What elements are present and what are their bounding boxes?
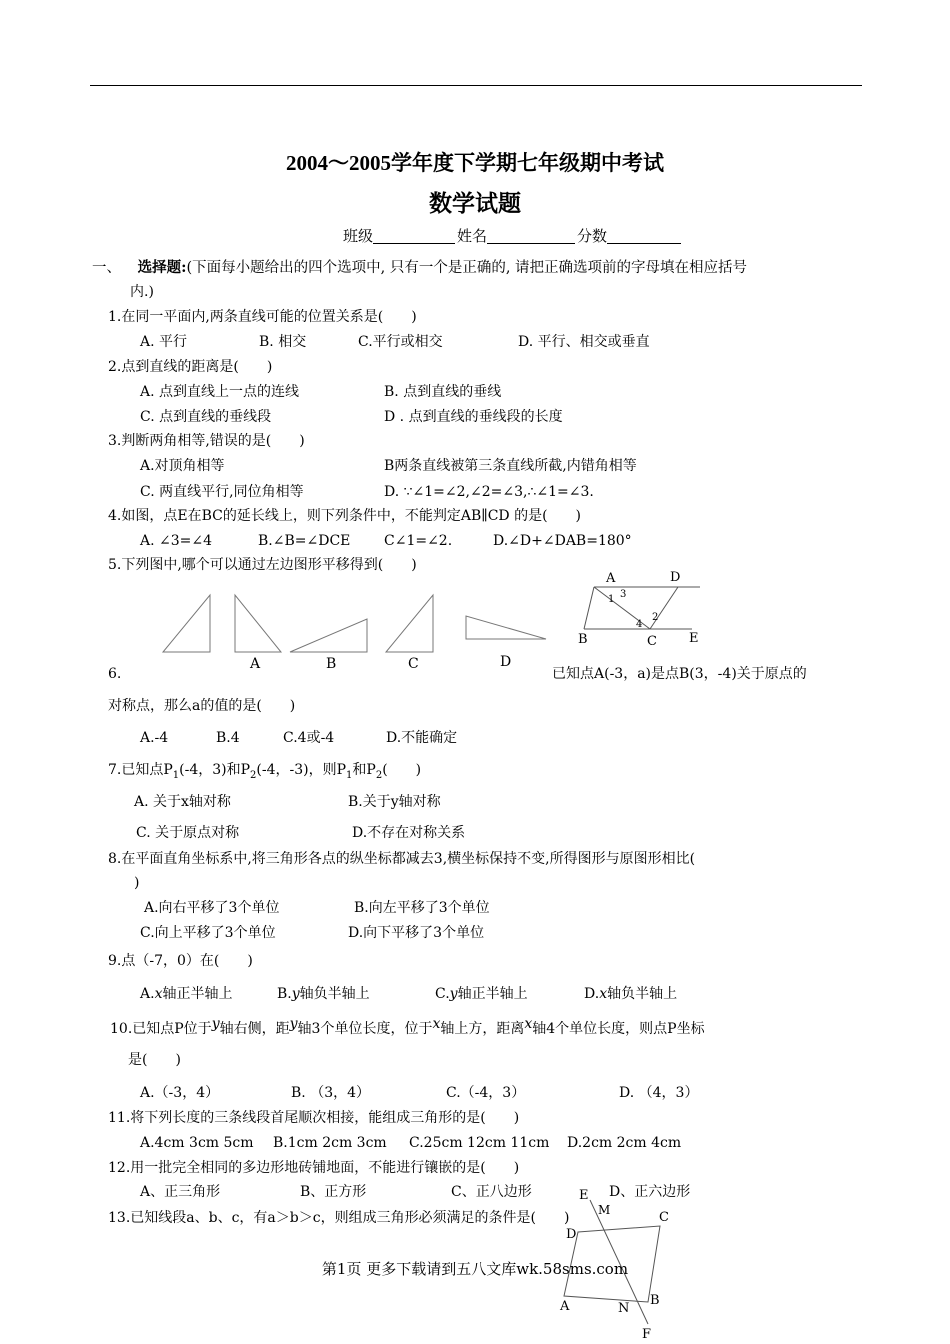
q11-option-c: C.25cm 12cm 11cm [409,1135,550,1151]
q11-stem: 11.将下列长度的三条线段首尾顺次相接，能组成三角形的是( ) [108,1110,520,1126]
q5-triangle-a [235,595,281,652]
q7-option-b: B.关于y轴对称 [348,794,441,810]
name-blank[interactable] [487,229,575,244]
q13-stem: 13.已知线段a、b、c，有a＞b＞c，则组成三角形必须满足的条件是( ) [108,1210,570,1226]
q4-stem: 4.如图，点E在BC的延长线上，则下列条件中，不能判定AB∥CD 的是( ) [108,508,582,524]
q9-option-a: A.x轴正半轴上 [140,986,233,1002]
q12-option-d: D、正六边形 [609,1184,691,1200]
q5-figures [160,592,560,672]
score-blank[interactable] [607,229,681,244]
q6-option-a: A.-4 [140,730,169,746]
q5-original-triangle [163,595,210,652]
q11-option-a: A.4cm 3cm 5cm [140,1135,254,1151]
fig4-label-e: E [689,631,699,646]
q4-option-a: A. ∠3=∠4 [140,533,213,549]
q6-option-c: C.4或-4 [283,730,335,746]
q10-option-a: A.（-3，4） [140,1085,220,1101]
q6-option-b: B.4 [216,730,240,746]
q10-stem-cont: 是( ) [128,1052,181,1068]
fig4-label-b: B [578,632,588,647]
q5-triangle-b [290,619,367,652]
fig13-label-d: D [566,1227,577,1242]
q5-stem: 5.下列图中,哪个可以通过左边图形平移得到( ) [108,557,417,573]
q5-label-d: D [500,654,512,670]
class-label: 班级 [343,227,374,245]
section-heading [92,260,747,276]
fig13-label-e: E [579,1188,589,1203]
exam-title: 2004～2005学年度下学期七年级期中考试 [286,151,664,175]
q9-option-b: B.y轴负半轴上 [277,986,370,1002]
q6-stem: 已知点A(-3，a)是点B(3，-4)关于原点的 [552,666,807,682]
student-info-line [343,228,683,244]
q12-option-c: C、正八边形 [451,1184,532,1200]
q2-option-c: C. 点到直线的垂线段 [140,409,272,425]
fig13-label-n: N [618,1301,630,1316]
section-instruction-cont: 内.) [130,284,154,300]
page-footer: 第1页 更多下载请到五八文库wk.58sms.com [321,1260,629,1278]
q8-option-b: B.向左平移了3个单位 [354,900,490,916]
section-number: 一、 [92,260,121,276]
fig4-label-c: C [647,634,657,649]
q8-stem-cont: ) [134,875,140,891]
q10-stem: 10.已知点P位于y轴右侧，距y轴3个单位长度，位于x轴上方，距离x轴4个单位长度，则点P坐标 [110,1016,705,1037]
fig13-label-f: F [642,1327,652,1342]
fig4-angle-4: 4 [636,619,643,630]
q1-stem: 1.在同一平面内,两条直线可能的位置关系是( ) [108,309,417,325]
q11-option-d: D.2cm 2cm 4cm [567,1135,682,1151]
q9-option-c: C.y轴正半轴上 [435,986,528,1002]
q7-stem: 7.已知点$P_1(-4$，3)和$P_2(-4$，-3)，则$P_1$和$P_2$( ) [108,762,422,781]
q2-option-b: B. 点到直线的垂线 [384,384,502,400]
section-title: 选择题: [137,259,187,276]
q8-option-d: D.向下平移了3个单位 [348,925,485,941]
q3-option-c: C. 两直线平行,同位角相等 [140,484,304,500]
fig13-label-c: C [659,1210,669,1225]
q10-option-c: C.（-4，3） [446,1085,526,1101]
score-label: 分数 [577,227,608,245]
q7-option-c: C. 关于原点对称 [136,825,240,841]
q3-option-b: B两条直线被第三条直线所截,内错角相等 [384,458,637,474]
q6-option-d: D.不能确定 [386,730,458,746]
q5-label-b: B [326,656,337,672]
q6-stem-cont: 对称点，那么a的值的是( ) [108,698,296,714]
q5-label-a: A [250,656,261,672]
fig4-angle-2: 2 [652,612,659,623]
q10-option-d: D. （4，3） [619,1085,699,1101]
q11-option-b: B.1cm 2cm 3cm [273,1135,387,1151]
q2-option-a: A. 点到直线上一点的连线 [140,384,300,400]
q7-option-d: D.不存在对称关系 [352,825,466,841]
q4-option-b: B.∠B=∠DCE [258,533,351,549]
q3-option-d: D. ∵∠1=∠2,∠2=∠3,∴∠1=∠3. [384,484,594,500]
q2-stem: 2.点到直线的距离是( ) [108,359,273,375]
class-blank[interactable] [373,229,455,244]
fig4-label-d: D [670,570,681,585]
exam-subject: 数学试题 [429,190,521,217]
top-rule [90,85,862,86]
section-instruction: (下面每小题给出的四个选项中, 只有一个是正确的, 请把正确选项前的字母填在相应括号 [186,260,748,276]
q8-option-a: A.向右平移了3个单位 [144,900,280,916]
q7-option-a: A. 关于x轴对称 [134,794,231,810]
q12-option-a: A、正三角形 [140,1184,221,1200]
q2-option-d: D . 点到直线的垂线段的长度 [384,409,563,425]
q1-option-d: D. 平行、相交或垂直 [518,334,650,350]
fig4-angle-1: 1 [608,594,615,605]
fig13-label-a: A [560,1299,570,1314]
q1-option-a: A. 平行 [140,334,188,350]
name-label: 姓名 [457,227,488,245]
fig4-angle-3: 3 [620,589,627,600]
q9-option-d: D.x轴负半轴上 [584,986,678,1002]
fig13-label-m: M [598,1203,611,1217]
line-ab [584,587,594,629]
fig13-label-b: B [650,1293,660,1308]
q10-option-b: B. （3，4） [291,1085,371,1101]
q5-triangle-d [466,616,546,639]
q9-stem: 9.点（-7，0）在( ) [108,953,253,969]
q4-option-d: D.∠D+∠DAB=180° [493,533,632,549]
q12-option-b: B、正方形 [300,1184,367,1200]
q1-option-c: C.平行或相交 [358,334,443,350]
q5-triangle-c [386,595,433,652]
q3-option-a: A.对顶角相等 [140,458,225,474]
q5-label-c: C [408,656,419,672]
q8-option-c: C.向上平移了3个单位 [140,925,276,941]
q4-option-c: C∠1=∠2. [384,533,453,549]
q4-figure [570,565,710,650]
q1-option-b: B. 相交 [259,334,307,350]
q3-stem: 3.判断两角相等,错误的是( ) [108,433,305,449]
q12-stem: 12.用一批完全相同的多边形地砖铺地面，不能进行镶嵌的是( ) [108,1160,520,1176]
fig4-label-a: A [606,571,616,586]
q8-stem: 8.在平面直角坐标系中,将三角形各点的纵坐标都减去3,横坐标保持不变,所得图形与原图形相比( [108,851,696,867]
q6-number: 6. [108,666,122,682]
